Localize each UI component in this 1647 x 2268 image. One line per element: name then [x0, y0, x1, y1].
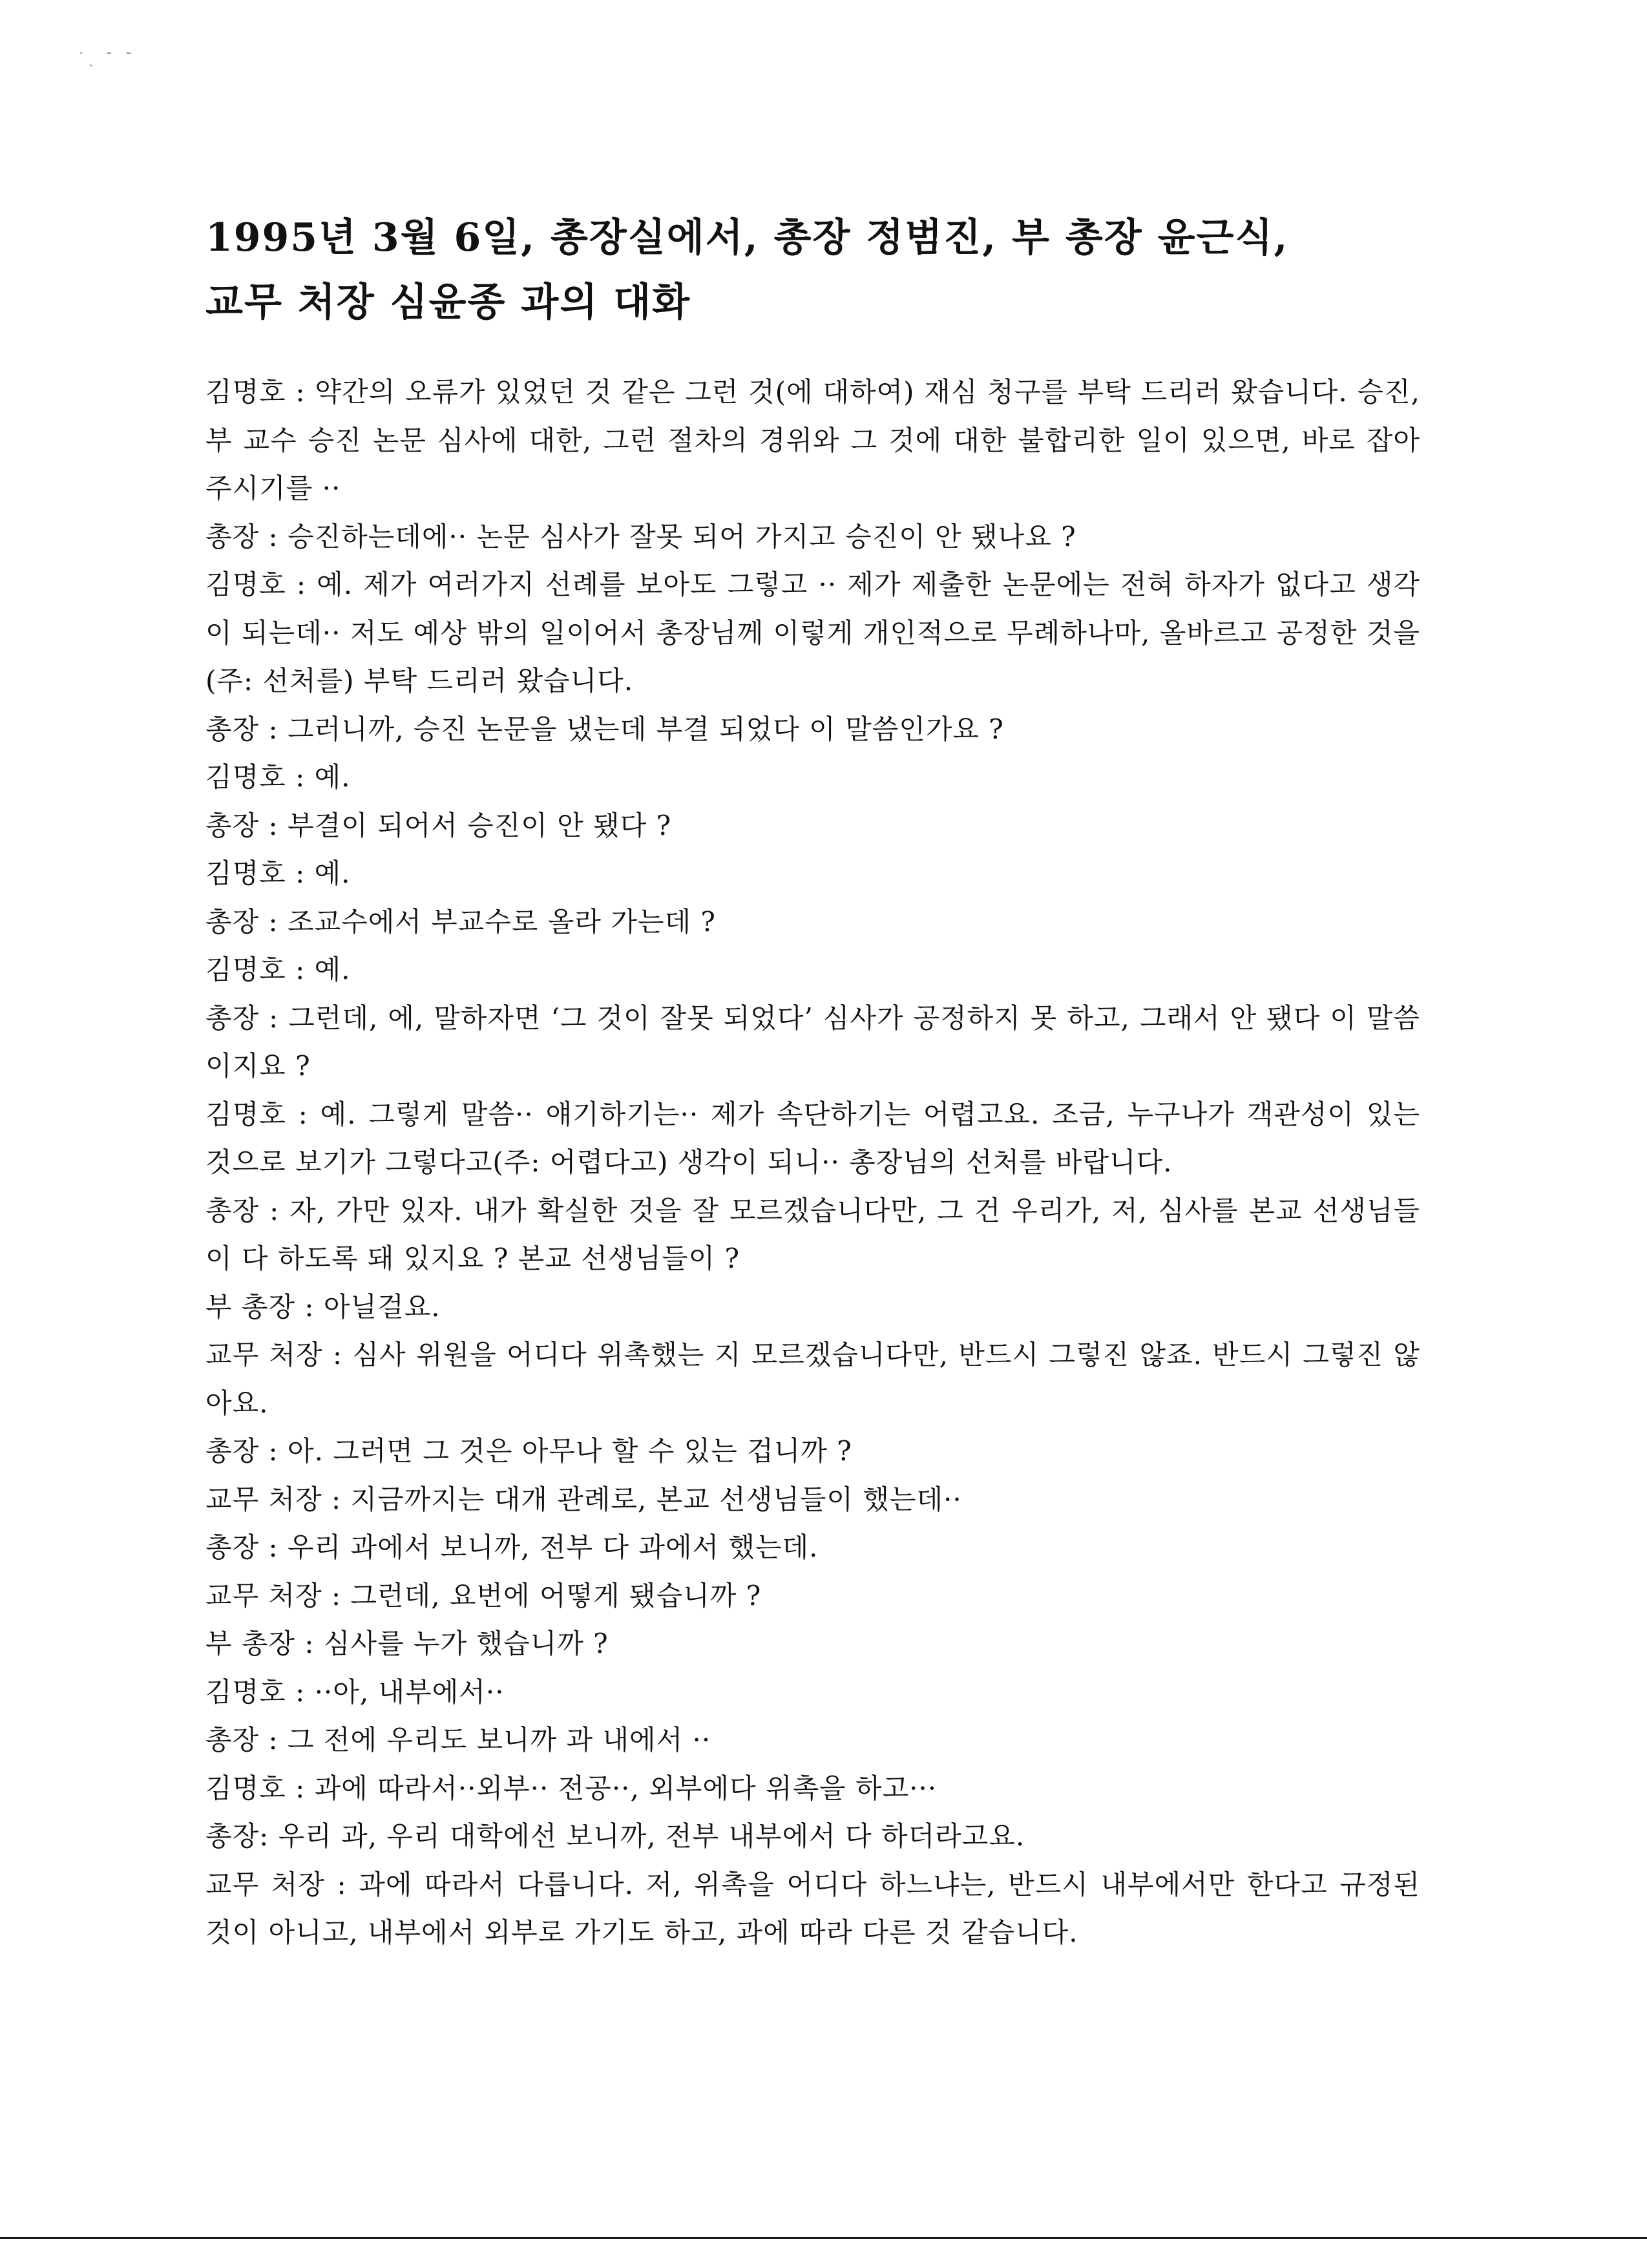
title-line-2: 교무 처장 심윤종 과의 대화 — [205, 280, 691, 325]
utterance: 아. 그러면 그 것은 아무나 할 수 있는 겁니까 ? — [288, 1435, 852, 1467]
dialogue-turn — [205, 1524, 1420, 1572]
speaker-label: 김명호 : — [205, 1098, 320, 1130]
utterance: 그 전에 우리도 보니까 과 내에서 ·· — [288, 1724, 711, 1756]
speaker-label: 김명호 : — [205, 761, 315, 793]
dialogue-turn — [205, 1861, 1420, 1957]
utterance: 그러니까, 승진 논문을 냈는데 부결 되었다 이 말씀인가요 ? — [288, 713, 1004, 745]
document-page — [205, 205, 1420, 1957]
utterance: 부결이 되어서 승진이 안 됐다 ? — [288, 809, 672, 841]
dialogue-turn — [205, 946, 1420, 994]
utterance: 조교수에서 부교수로 올라 가는데 ? — [288, 905, 716, 938]
dialogue-turn — [205, 513, 1420, 562]
dialogue-turn — [205, 1716, 1420, 1765]
utterance: 예. 제가 여러가지 선례를 보아도 그렇고 ·· 제가 제출한 논문에는 전혀 하자가 없다고 생각이 되는데·· 저도 예상 밖의 일이어서 총장님께 이렇게 개인적으로 무례하나마, 올바르고 공정한 것을(주: 선처를) 부탁 드리러 왔습니다. — [205, 569, 1420, 697]
scan-artifact: ˙ˏ ¯ ˉ — [78, 51, 136, 67]
speaker-label: 총장 : — [205, 1531, 288, 1563]
utterance: 심사 위원을 어디다 위촉했는 지 모르겠습니다만, 반드시 그렇진 않죠. 반드시 그렇진 않아요. — [205, 1339, 1420, 1419]
dialogue-turn — [205, 850, 1420, 898]
utterance: 우리 과에서 보니까, 전부 다 과에서 했는데. — [288, 1531, 819, 1563]
dialogue-turn — [205, 706, 1420, 754]
speaker-label: 김명호 : — [205, 954, 315, 985]
dialogue-turn — [205, 1572, 1420, 1621]
speaker-label: 교무 처장 : — [205, 1339, 353, 1370]
dialogue-turn — [205, 1331, 1420, 1427]
utterance: 심사를 누가 했습니까 ? — [323, 1628, 609, 1659]
dialogue-turn — [205, 994, 1420, 1091]
dialogue-turn — [205, 1765, 1420, 1813]
utterance: 과에 따라서··외부·· 전공··, 외부에다 위촉을 하고··· — [314, 1772, 938, 1804]
speaker-label: 총장 : — [205, 809, 288, 841]
dialogue-turn — [205, 1427, 1420, 1476]
speaker-label: 부 총장 : — [205, 1628, 324, 1659]
utterance: 그런데, 에, 말하자면 ‘그 것이 잘못 되었다’ 심사가 공정하지 못 하고, 그래서 안 됐다 이 말씀이지요 ? — [205, 1002, 1420, 1082]
dialogue-turn — [205, 1187, 1420, 1283]
speaker-label: 총장 : — [205, 905, 288, 938]
utterance: 약간의 오류가 있었던 것 같은 그런 것(에 대하여) 재심 청구를 부탁 드리러 왔습니다. 승진, 부 교수 승진 논문 심사에 대한, 그런 절차의 경위와 그 것에 대한 불합리한 일이 있으면, 바로 잡아 주시기를 ·· — [205, 376, 1420, 504]
speaker-label: 김명호 : — [205, 1675, 315, 1708]
utterance: 예. — [314, 954, 351, 985]
utterance: 아닐걸요. — [323, 1290, 441, 1323]
utterance: 예. 그렇게 말씀·· 얘기하기는·· 제가 속단하기는 어렵고요. 조금, 누구나가 객관성이 있는 것으로 보기가 그렇다고(주: 어렵다고) 생각이 되니·· 총장님의 선처를 바랍니다. — [205, 1098, 1420, 1178]
speaker-label: 김명호 : — [205, 1772, 315, 1804]
utterance: 자, 가만 있자. 내가 확실한 것을 잘 모르겠습니다만, 그 건 우리가, 저, 심사를 본교 선생님들이 다 하도록 돼 있지요 ? 본교 선생님들이 ? — [205, 1194, 1421, 1274]
utterance: 과에 따라서 다릅니다. 저, 위촉을 어디다 하느냐는, 반드시 내부에서만 한다고 규정된 것이 아니고, 내부에서 외부로 가기도 하고, 과에 따라 다른 것 같습니다. — [205, 1868, 1420, 1948]
speaker-label: 김명호 : — [205, 376, 315, 408]
title-line-1: 1995년 3월 6일, 총장실에서, 총장 정범진, 부 총장 윤근식, — [205, 215, 1289, 260]
bottom-rule — [0, 2237, 1647, 2239]
speaker-label: 김명호 : — [205, 569, 317, 600]
dialogue-turn — [205, 898, 1420, 947]
dialogue-turn — [205, 1668, 1420, 1717]
utterance: 예. — [314, 857, 351, 889]
utterance: 예. — [314, 761, 351, 793]
dialogue-turn — [205, 753, 1420, 802]
speaker-label: 총장 : — [205, 1194, 290, 1226]
utterance: 그런데, 요번에 어떻게 됐습니까 ? — [350, 1579, 762, 1612]
speaker-label: 김명호 : — [205, 857, 315, 889]
dialogue-turn — [205, 561, 1420, 706]
transcript — [205, 368, 1420, 1957]
speaker-label: 교무 처장 : — [205, 1868, 359, 1900]
speaker-label: 총장 : — [205, 1002, 289, 1034]
speaker-label: 부 총장 : — [205, 1290, 324, 1323]
speaker-label: 총장: — [205, 1820, 278, 1852]
dialogue-turn — [205, 802, 1420, 850]
dialogue-turn — [205, 1476, 1420, 1524]
dialogue-turn — [205, 1283, 1420, 1332]
utterance: ··아, 내부에서·· — [314, 1675, 505, 1708]
utterance: 지금까지는 대개 관례로, 본교 선생님들이 했는데·· — [350, 1483, 962, 1515]
dialogue-turn — [205, 1620, 1420, 1668]
speaker-label: 교무 처장 : — [205, 1483, 351, 1515]
speaker-label: 총장 : — [205, 1724, 288, 1756]
speaker-label: 총장 : — [205, 713, 288, 745]
speaker-label: 교무 처장 : — [205, 1579, 351, 1612]
document-title — [205, 205, 1420, 335]
dialogue-turn — [205, 1812, 1420, 1861]
utterance: 우리 과, 우리 대학에선 보니까, 전부 내부에서 다 하더라고요. — [278, 1820, 1025, 1852]
dialogue-turn — [205, 1091, 1420, 1187]
utterance: 승진하는데에·· 논문 심사가 잘못 되어 가지고 승진이 안 됐나요 ? — [288, 520, 1076, 552]
speaker-label: 총장 : — [205, 1435, 288, 1467]
dialogue-turn — [205, 368, 1420, 513]
speaker-label: 총장 : — [205, 520, 288, 552]
